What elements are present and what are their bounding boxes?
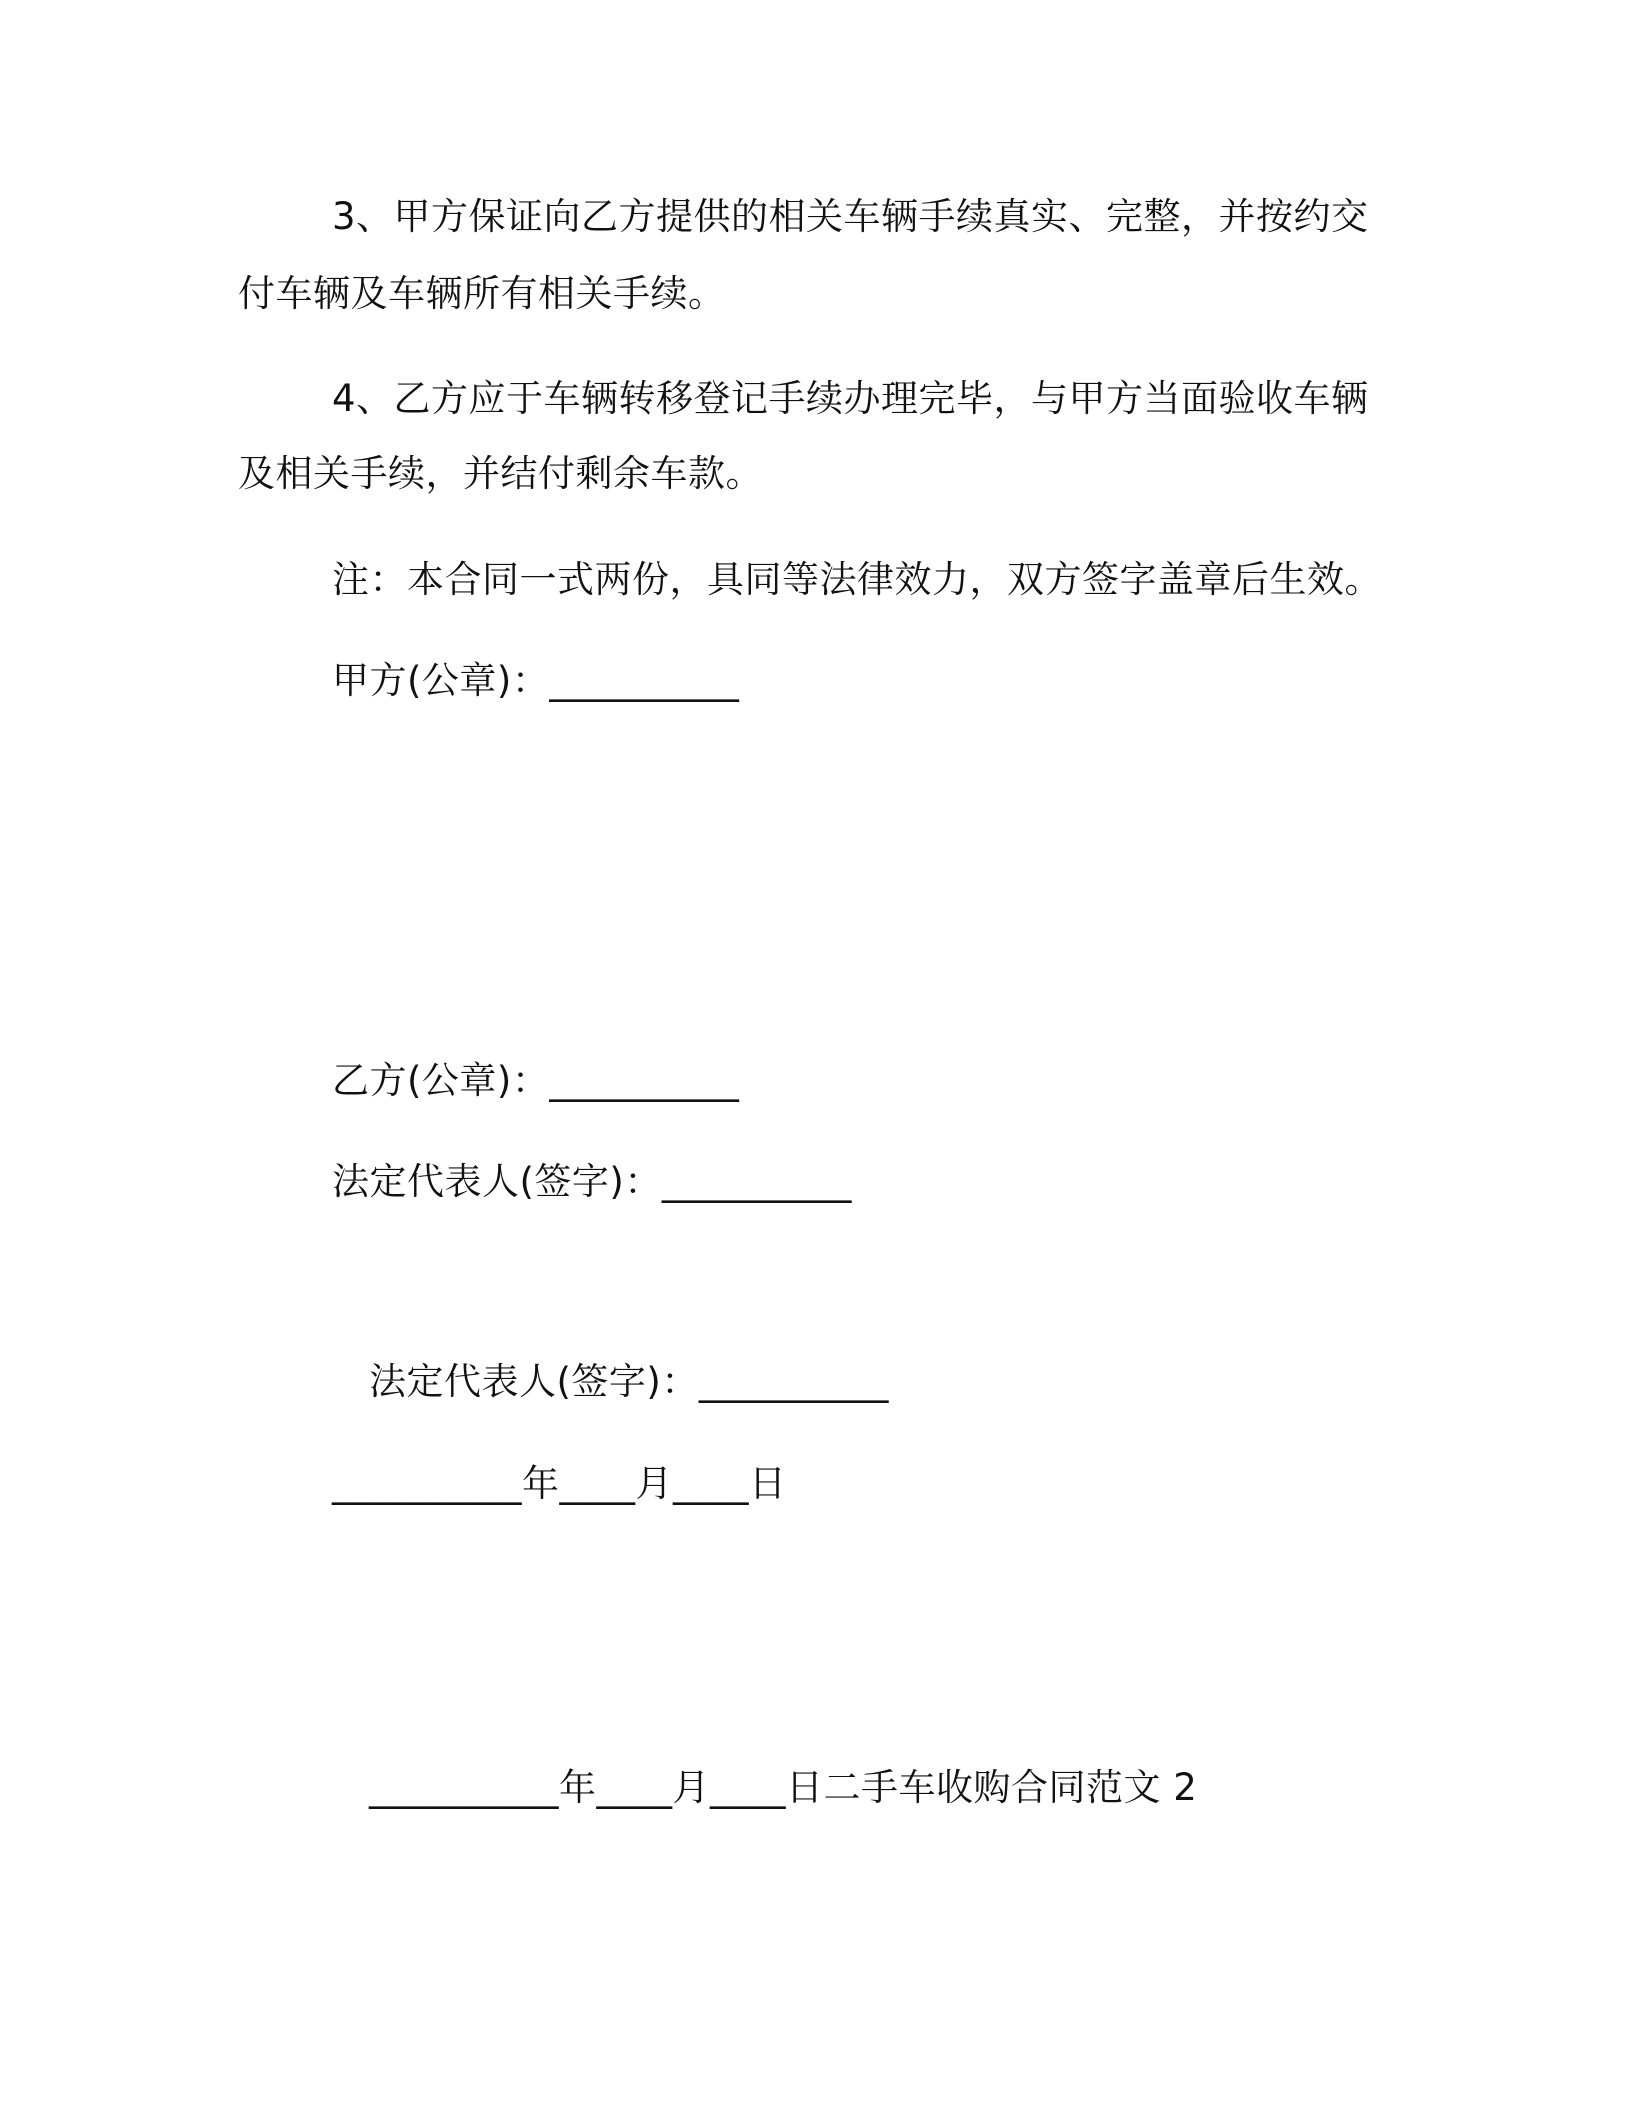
- clause-4-line-1: 4、乙方应于车辆转移登记手续办理完毕，与甲方当面验收车辆: [332, 377, 1369, 420]
- party-b-seal-line: 乙方(公章)：__________: [332, 1059, 740, 1102]
- clause-3-line-1: 3、甲方保证向乙方提供的相关车辆手续真实、完整，并按约交: [332, 195, 1369, 238]
- party-a-seal-line: 甲方(公章)：__________: [332, 659, 740, 702]
- date-line-with-next-title: __________年____月____日二手车收购合同范文 2: [369, 1766, 1198, 1809]
- date-line: __________年____月____日: [332, 1462, 787, 1505]
- legal-representative-signature-line: 法定代表人(签字)：__________: [332, 1160, 852, 1203]
- clause-4-line-2: 及相关手续，并结付剩余车款。: [238, 452, 763, 495]
- contract-note: 注：本合同一式两份，具同等法律效力，双方签字盖章后生效。: [332, 558, 1382, 601]
- legal-representative-signature-line: 法定代表人(签字)：__________: [369, 1360, 889, 1403]
- clause-3-line-2: 付车辆及车辆所有相关手续。: [238, 272, 726, 315]
